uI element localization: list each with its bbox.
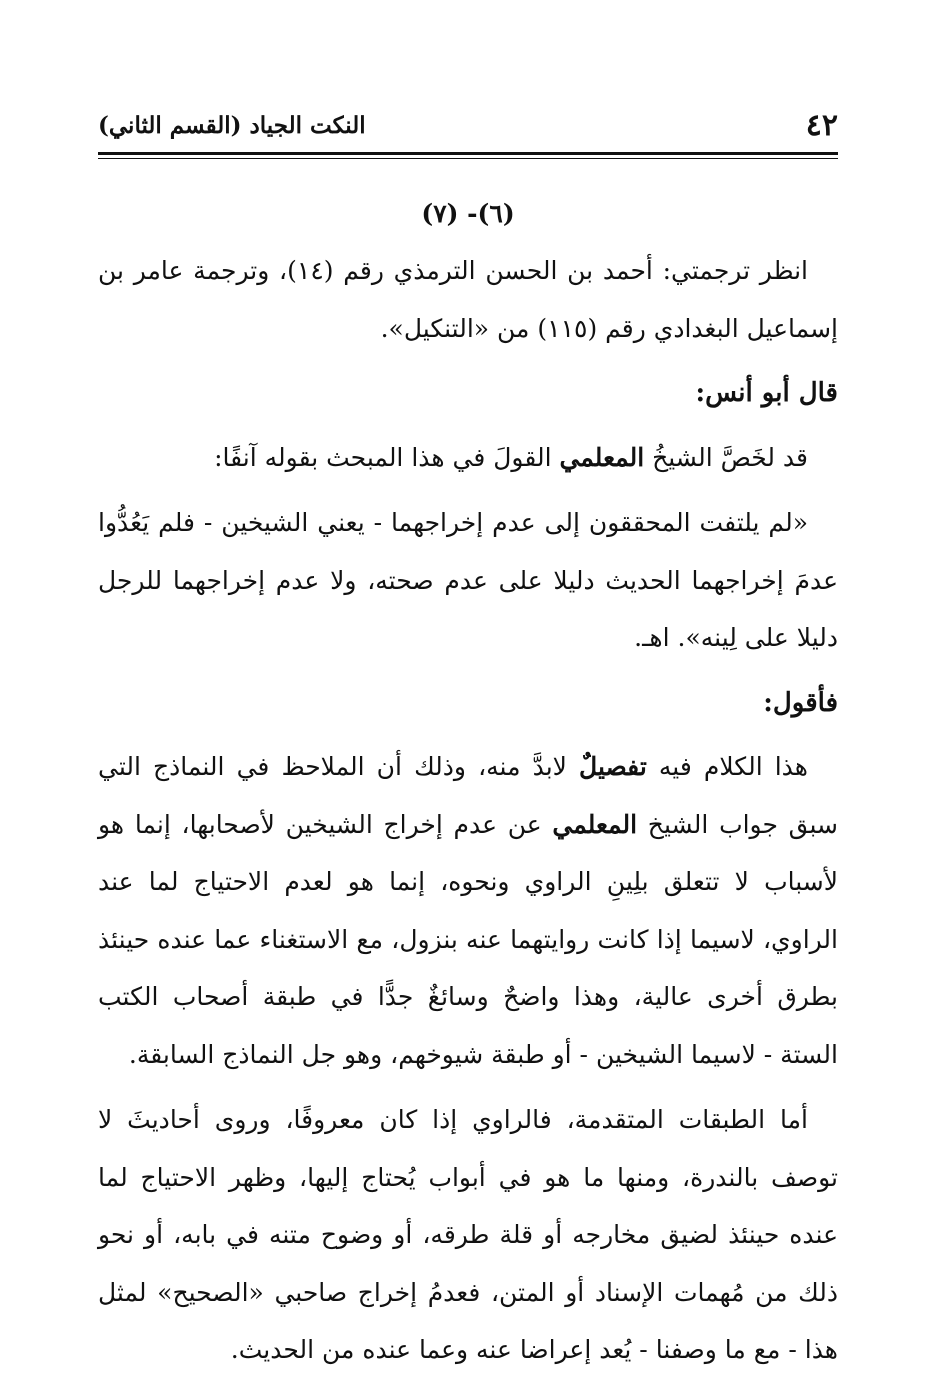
paragraph-summary (98, 429, 838, 487)
header-rule-thick (98, 152, 838, 155)
heading-abu-anas: قال أبو أنس: (695, 378, 838, 408)
section-number: (٦)- (٧) (421, 199, 515, 228)
page-body (98, 192, 838, 1387)
paragraph-reference: انظر ترجمتي: أحمد بن الحسن الترمذي رقم (١٤)، وترجمة عامر بن إسماعيل البغدادي رقم (١١٥) من «التنكيل». (98, 256, 838, 343)
page-header (98, 106, 838, 146)
paragraph-summary-text-2: القولَ في هذا المبحث بقوله آنفًا: (214, 442, 560, 472)
paragraph-discussion-text-3: عن عدم إخراج الشيخين لأصحابها، إنما هو لأسباب لا تتعلق بلِينِ الراوي ونحوه، إنما هو لعدم الاحتياج لما عند الراوي، لاسيما إذا كانت روايتهما عنه بنزول، مع الاستغناء عما عنده حينئذ بطرق أخرى عالية، وهذا واضحٌ وسائغٌ جدًّا في طبقة أصحاب الكتب الستة - لاسيما الشيخين - أو طبقة شيوخهم، وهو جل النماذج السابقة. (98, 809, 838, 1069)
paragraph-summary-text-1: قد لخَصَّ الشيخُ (644, 442, 808, 472)
paragraph-summary-bold-term: المعلمي (559, 442, 645, 472)
paragraph-discussion-text-1: هذا الكلام فيه (646, 752, 808, 781)
paragraph-discussion-text-2: لابدَّ منه، وذلك أن الملاحظ في النماذج التي سبق جواب الشيخ (98, 752, 838, 839)
paragraph-quote: «لم يلتفت المحققون إلى عدم إخراجهما - يعني الشيخين - فلم يَعُدُّوا عدمَ إخراجهما الحديث دليلا على عدم صحته، ولا عدم إخراجهما للرجل دليلا على لِينه». اهـ. (98, 508, 838, 652)
running-title: النكت الجياد (القسم الثاني) (98, 112, 366, 139)
page-number: ٤٢ (805, 108, 838, 143)
paragraph-discussion (98, 738, 838, 1083)
paragraph-discussion-bold-2: المعلمي (552, 809, 638, 839)
heading-fa-aqul: فأقول: (763, 687, 838, 718)
header-rule-thin (98, 158, 838, 159)
paragraph-early-generations: أما الطبقات المتقدمة، فالراوي إذا كان معروفًا، وروى أحاديثَ لا توصف بالندرة، ومنها ما هو في أبواب يُحتاج إليها، وظهر الاحتياج لما عنده حينئذ لضيق مخارجه أو قلة طرقه، أو وضوح متنه في بابه، أو نحو ذلك من مُهمات الإسناد أو المتن، فعدمُ إخراج صاحبي «الصحيح» لمثل هذا - مع ما وصفنا - يُعد إعراضا عنه وعما عنده من الحديث. (98, 1105, 838, 1364)
paragraph-discussion-bold-1: تفصيلٌ (579, 752, 647, 781)
